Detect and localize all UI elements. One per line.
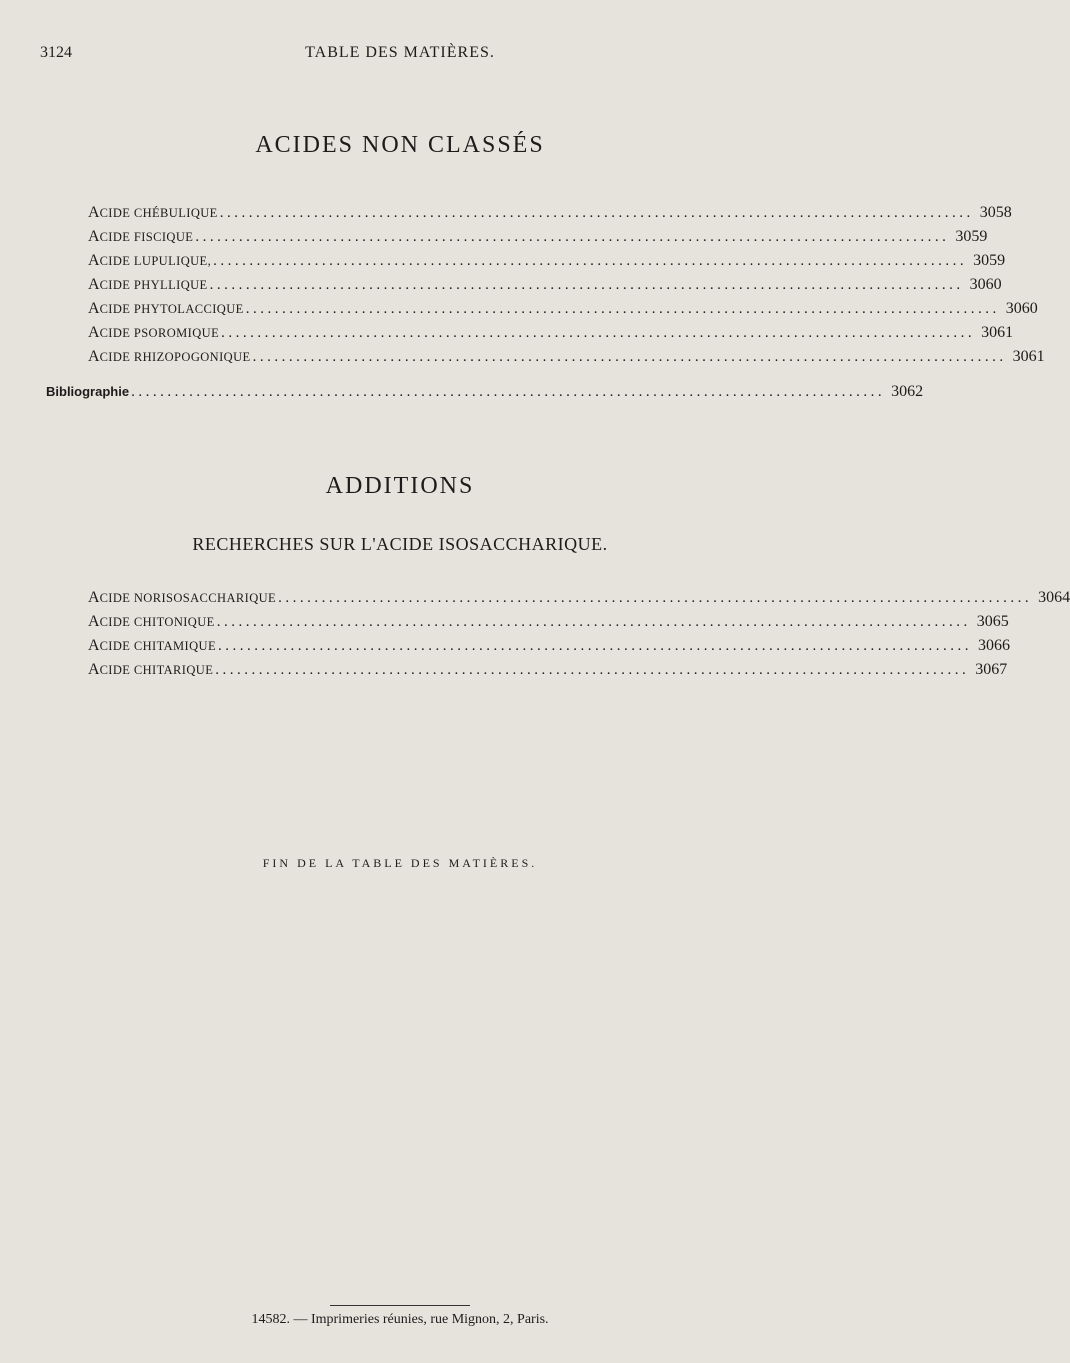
toc-entry <box>88 300 1038 324</box>
toc-entry <box>88 324 1014 348</box>
toc-entry-label: ACIDE CHITAMIQUE <box>88 637 217 654</box>
dot-leader: ........................................................................................................ <box>213 253 968 269</box>
toc-entry-page: 3061 <box>1012 348 1045 365</box>
section-title-additions: ADDITIONS <box>325 473 475 499</box>
toc-entry-label: ACIDE CHÉBULIQUE <box>88 204 218 221</box>
dot-leader: ........................................................................................................ <box>221 325 976 341</box>
toc-entry-label: ACIDE LUPULIQUE, <box>88 252 212 269</box>
dot-leader: ........................................................................................................ <box>209 277 964 293</box>
toc-entry-label: ACIDE PSOROMIQUE <box>88 324 220 341</box>
subsection-title-isosaccharique: RECHERCHES SUR L'ACIDE ISOSACCHARIQUE. <box>192 534 608 554</box>
toc-entry <box>88 276 1002 300</box>
toc-entry-page: 3058 <box>979 204 1012 221</box>
dot-leader: ........................................................................................................ <box>131 384 886 400</box>
toc-entry <box>88 661 1008 685</box>
bibliography-label: Bibliographie <box>46 384 130 399</box>
toc-entry-page: 3060 <box>1005 300 1038 317</box>
dot-leader: ........................................................................................................ <box>219 205 974 221</box>
toc-entry-page: 3061 <box>981 324 1014 341</box>
toc-entry <box>88 228 988 252</box>
page-number: 3124 <box>40 44 72 61</box>
toc-entry-label: ACIDE CHITONIQUE <box>88 613 215 630</box>
bibliography-page: 3062 <box>891 383 924 400</box>
toc-list-acides-non-classes <box>88 204 1045 372</box>
toc-entry-label: ACIDE PHYLLIQUE <box>88 276 208 293</box>
toc-entry-page: 3065 <box>976 613 1009 630</box>
toc-entry-label: ACIDE PHYTOLACCIQUE <box>88 300 244 317</box>
toc-entry-page: 3064 <box>1038 589 1070 606</box>
toc-entry-page: 3059 <box>973 252 1006 269</box>
toc-entry-label: ACIDE CHITARIQUE <box>88 661 214 678</box>
toc-entry <box>88 348 1045 372</box>
dot-leader: ........................................................................................................ <box>278 590 1033 606</box>
end-of-contents-note: FIN DE LA TABLE DES MATIÈRES. <box>262 856 538 870</box>
toc-entry-page: 3060 <box>969 276 1002 293</box>
footer-rule <box>330 1305 470 1306</box>
toc-entry-label: ACIDE FISCIQUE <box>88 228 194 245</box>
dot-leader: ........................................................................................................ <box>245 301 1000 317</box>
toc-entry <box>88 204 1012 228</box>
toc-entry-bibliography <box>46 383 924 407</box>
printer-imprint: 14582. — Imprimeries réunies, rue Mignon, 2, Paris. <box>251 1312 549 1327</box>
dot-leader: ........................................................................................................ <box>218 638 973 654</box>
toc-entry <box>88 589 1070 613</box>
toc-entry-page: 3066 <box>978 637 1011 654</box>
running-header <box>40 44 760 68</box>
toc-entry-page: 3059 <box>955 228 988 245</box>
dot-leader: ........................................................................................................ <box>215 662 970 678</box>
dot-leader: ........................................................................................................ <box>216 614 971 630</box>
dot-leader: ........................................................................................................ <box>252 349 1007 365</box>
toc-entry-label: ACIDE RHIZOPOGONIQUE <box>88 348 251 365</box>
toc-bibliography <box>46 383 924 407</box>
toc-entry-page: 3067 <box>975 661 1008 678</box>
toc-entry-label: ACIDE NORISOSACCHARIQUE <box>88 589 277 606</box>
toc-entry <box>88 613 1009 637</box>
section-title-acides-non-classes: ACIDES NON CLASSÉS <box>255 132 545 158</box>
toc-entry <box>88 252 1006 276</box>
dot-leader: ........................................................................................................ <box>195 229 950 245</box>
running-title: TABLE DES MATIÈRES. <box>305 44 495 61</box>
toc-entry <box>88 637 1011 661</box>
toc-list-additions <box>88 589 1070 685</box>
